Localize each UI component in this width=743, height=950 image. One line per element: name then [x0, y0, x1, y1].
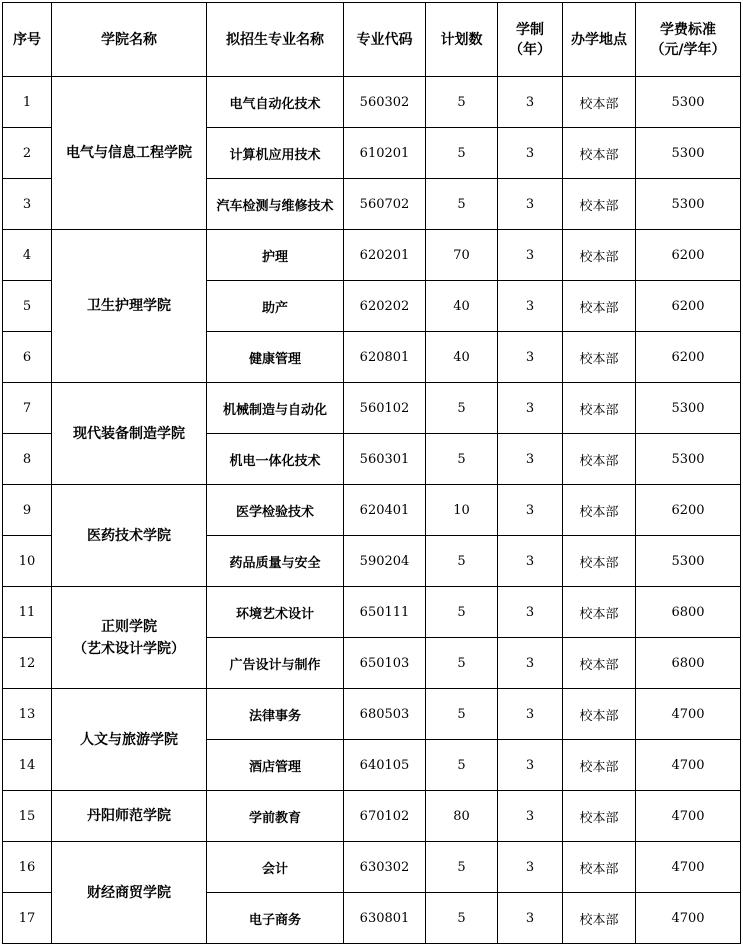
cell-code: 610201	[344, 128, 426, 179]
cell-place: 校本部	[563, 638, 636, 689]
cell-seq: 4	[3, 230, 52, 281]
cell-seq: 3	[3, 179, 52, 230]
cell-seq: 7	[3, 383, 52, 434]
cell-seq: 14	[3, 740, 52, 791]
cell-plan: 5	[426, 179, 498, 230]
cell-place: 校本部	[563, 128, 636, 179]
cell-major: 医学检验技术	[207, 485, 344, 536]
cell-seq: 12	[3, 638, 52, 689]
cell-major: 酒店管理	[207, 740, 344, 791]
cell-years: 3	[498, 179, 563, 230]
cell-fee: 5300	[636, 434, 741, 485]
cell-place: 校本部	[563, 587, 636, 638]
cell-seq: 6	[3, 332, 52, 383]
cell-code: 650103	[344, 638, 426, 689]
cell-years: 3	[498, 893, 563, 944]
cell-seq: 17	[3, 893, 52, 944]
cell-years: 3	[498, 536, 563, 587]
cell-plan: 80	[426, 791, 498, 842]
cell-plan: 5	[426, 536, 498, 587]
cell-years: 3	[498, 740, 563, 791]
cell-place: 校本部	[563, 689, 636, 740]
cell-seq: 15	[3, 791, 52, 842]
cell-place: 校本部	[563, 536, 636, 587]
header-fee-line2: （元/学年）	[650, 41, 726, 58]
cell-years: 3	[498, 281, 563, 332]
cell-plan: 10	[426, 485, 498, 536]
cell-college: 电气与信息工程学院	[52, 77, 207, 230]
cell-seq: 2	[3, 128, 52, 179]
header-code: 专业代码	[344, 3, 426, 77]
table-row	[3, 791, 741, 842]
cell-major: 计算机应用技术	[207, 128, 344, 179]
cell-seq: 16	[3, 842, 52, 893]
header-years-line1: 学制	[516, 21, 544, 38]
cell-college: 丹阳师范学院	[52, 791, 207, 842]
cell-plan: 5	[426, 383, 498, 434]
table-row	[3, 587, 741, 638]
cell-fee: 4700	[636, 893, 741, 944]
cell-major: 环境艺术设计	[207, 587, 344, 638]
table-row	[3, 485, 741, 536]
cell-seq: 13	[3, 689, 52, 740]
cell-years: 3	[498, 77, 563, 128]
cell-years: 3	[498, 230, 563, 281]
cell-years: 3	[498, 485, 563, 536]
cell-place: 校本部	[563, 281, 636, 332]
cell-years: 3	[498, 128, 563, 179]
cell-code: 560301	[344, 434, 426, 485]
cell-major: 会计	[207, 842, 344, 893]
header-college: 学院名称	[52, 3, 207, 77]
cell-place: 校本部	[563, 842, 636, 893]
header-years	[498, 3, 563, 77]
cell-fee: 6200	[636, 281, 741, 332]
cell-fee: 4700	[636, 842, 741, 893]
cell-code: 620202	[344, 281, 426, 332]
cell-fee: 6200	[636, 332, 741, 383]
header-plan: 计划数	[426, 3, 498, 77]
cell-seq: 8	[3, 434, 52, 485]
header-fee-line1: 学费标准	[660, 21, 716, 38]
cell-seq: 9	[3, 485, 52, 536]
cell-major: 药品质量与安全	[207, 536, 344, 587]
cell-code: 560302	[344, 77, 426, 128]
cell-college: 财经商贸学院	[52, 842, 207, 944]
table-row	[3, 689, 741, 740]
cell-code: 630302	[344, 842, 426, 893]
cell-seq: 10	[3, 536, 52, 587]
cell-major: 机电一体化技术	[207, 434, 344, 485]
cell-place: 校本部	[563, 332, 636, 383]
table-row	[3, 842, 741, 893]
cell-plan: 5	[426, 638, 498, 689]
cell-code: 630801	[344, 893, 426, 944]
cell-fee: 5300	[636, 536, 741, 587]
cell-college	[52, 587, 207, 689]
table-row	[3, 77, 741, 128]
cell-major: 助产	[207, 281, 344, 332]
cell-major: 电气自动化技术	[207, 77, 344, 128]
header-fee	[636, 3, 741, 77]
header-years-line2: （年）	[509, 41, 551, 58]
cell-plan: 5	[426, 893, 498, 944]
cell-major: 电子商务	[207, 893, 344, 944]
cell-place: 校本部	[563, 485, 636, 536]
cell-years: 3	[498, 689, 563, 740]
cell-plan: 5	[426, 434, 498, 485]
cell-code: 620401	[344, 485, 426, 536]
cell-plan: 40	[426, 281, 498, 332]
cell-plan: 5	[426, 740, 498, 791]
cell-years: 3	[498, 587, 563, 638]
cell-place: 校本部	[563, 893, 636, 944]
cell-plan: 40	[426, 332, 498, 383]
table-row	[3, 230, 741, 281]
cell-major: 学前教育	[207, 791, 344, 842]
cell-fee: 6200	[636, 485, 741, 536]
cell-years: 3	[498, 638, 563, 689]
cell-plan: 5	[426, 128, 498, 179]
cell-major: 汽车检测与维修技术	[207, 179, 344, 230]
cell-plan: 5	[426, 842, 498, 893]
cell-place: 校本部	[563, 77, 636, 128]
cell-fee: 6800	[636, 587, 741, 638]
cell-code: 620801	[344, 332, 426, 383]
header-seq: 序号	[3, 3, 52, 77]
cell-code: 590204	[344, 536, 426, 587]
cell-plan: 5	[426, 587, 498, 638]
cell-code: 650111	[344, 587, 426, 638]
cell-place: 校本部	[563, 791, 636, 842]
cell-seq: 5	[3, 281, 52, 332]
cell-years: 3	[498, 842, 563, 893]
cell-years: 3	[498, 434, 563, 485]
cell-college: 人文与旅游学院	[52, 689, 207, 791]
cell-major: 法律事务	[207, 689, 344, 740]
cell-code: 560702	[344, 179, 426, 230]
header-place: 办学地点	[563, 3, 636, 77]
cell-fee: 5300	[636, 77, 741, 128]
cell-years: 3	[498, 383, 563, 434]
cell-college: 现代装备制造学院	[52, 383, 207, 485]
cell-code: 670102	[344, 791, 426, 842]
cell-fee: 5300	[636, 383, 741, 434]
college-name-line1: 正则学院	[101, 618, 157, 635]
college-name-line2: （艺术设计学院）	[73, 640, 185, 657]
header-major: 拟招生专业名称	[207, 3, 344, 77]
cell-place: 校本部	[563, 740, 636, 791]
cell-code: 680503	[344, 689, 426, 740]
cell-fee: 4700	[636, 740, 741, 791]
cell-major: 健康管理	[207, 332, 344, 383]
cell-fee: 4700	[636, 791, 741, 842]
cell-place: 校本部	[563, 230, 636, 281]
cell-place: 校本部	[563, 434, 636, 485]
cell-years: 3	[498, 791, 563, 842]
cell-fee: 6800	[636, 638, 741, 689]
cell-code: 640105	[344, 740, 426, 791]
cell-fee: 4700	[636, 689, 741, 740]
cell-college: 卫生护理学院	[52, 230, 207, 383]
cell-plan: 5	[426, 689, 498, 740]
cell-code: 620201	[344, 230, 426, 281]
cell-code: 560102	[344, 383, 426, 434]
cell-college: 医药技术学院	[52, 485, 207, 587]
cell-fee: 5300	[636, 179, 741, 230]
cell-fee: 5300	[636, 128, 741, 179]
cell-seq: 11	[3, 587, 52, 638]
enrollment-table	[2, 2, 741, 944]
cell-major: 广告设计与制作	[207, 638, 344, 689]
cell-place: 校本部	[563, 179, 636, 230]
cell-place: 校本部	[563, 383, 636, 434]
cell-seq: 1	[3, 77, 52, 128]
cell-years: 3	[498, 332, 563, 383]
cell-plan: 5	[426, 77, 498, 128]
cell-plan: 70	[426, 230, 498, 281]
cell-major: 护理	[207, 230, 344, 281]
cell-major: 机械制造与自动化	[207, 383, 344, 434]
table-row	[3, 383, 741, 434]
header-row	[3, 3, 741, 77]
cell-fee: 6200	[636, 230, 741, 281]
